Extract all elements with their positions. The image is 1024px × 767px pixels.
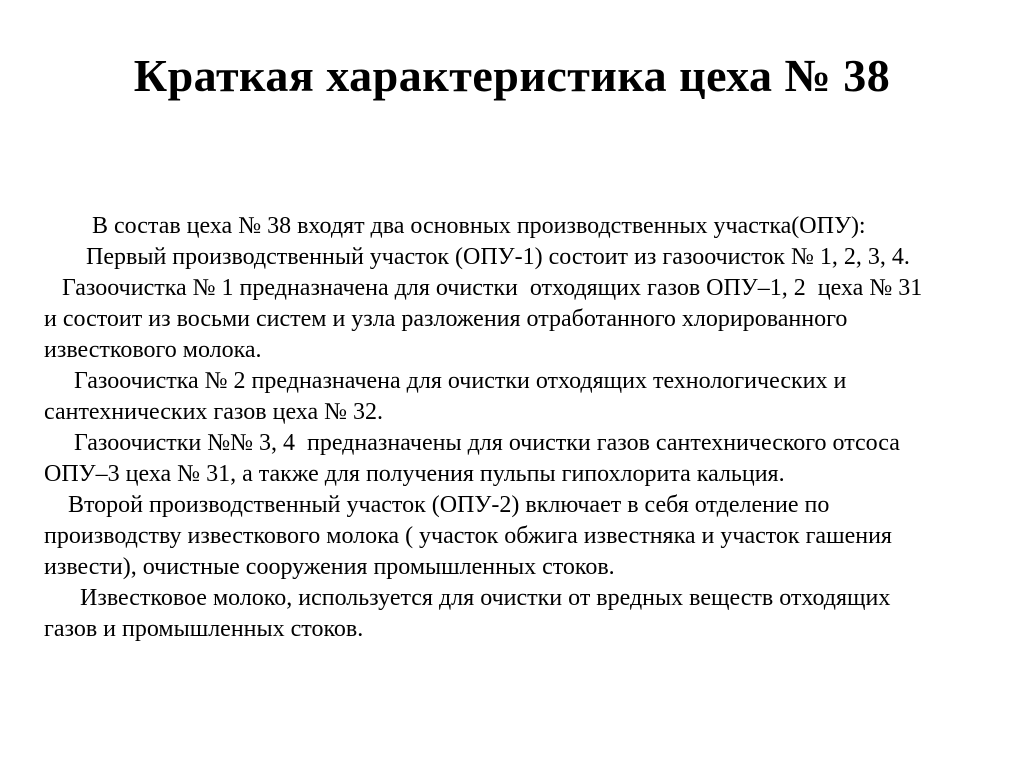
body-line: Газоочистка № 1 предназначена для очистки отходящих газов ОПУ–1, 2 цеха № 31 <box>44 275 923 301</box>
body-line: производству известкового молока ( участок обжига известняка и участок гашения <box>44 523 892 549</box>
body-line: сантехнических газов цеха № 32. <box>44 399 384 425</box>
body-line: газов и промышленных стоков. <box>44 616 364 642</box>
body-line: и состоит из восьми систем и узла разложения отработанного хлорированного <box>44 306 848 332</box>
body-line: ОПУ–3 цеха № 31, а также для получения пульпы гипохлорита кальция. <box>44 461 785 487</box>
body-line: В состав цеха № 38 входят два основных производственных участка(ОПУ): <box>44 213 866 239</box>
body-line: Известковое молоко, используется для очистки от вредных веществ отходящих <box>44 585 891 611</box>
body-line: известкового молока. <box>44 337 262 363</box>
body-line: извести), очистные сооружения промышленных стоков. <box>44 554 615 580</box>
slide-title: Краткая характеристика цеха № 38 <box>133 50 891 101</box>
body-line: Газоочистка № 2 предназначена для очистки отходящих технологических и <box>44 368 847 394</box>
body-line: Газоочистки №№ 3, 4 предназначены для очистки газов сантехнического отсоса <box>44 430 900 456</box>
body-line: Первый производственный участок (ОПУ-1) состоит из газоочисток № 1, 2, 3, 4. <box>44 244 910 270</box>
body-line: Второй производственный участок (ОПУ-2) включает в себя отделение по <box>44 492 830 518</box>
slide-body-text <box>44 211 994 645</box>
